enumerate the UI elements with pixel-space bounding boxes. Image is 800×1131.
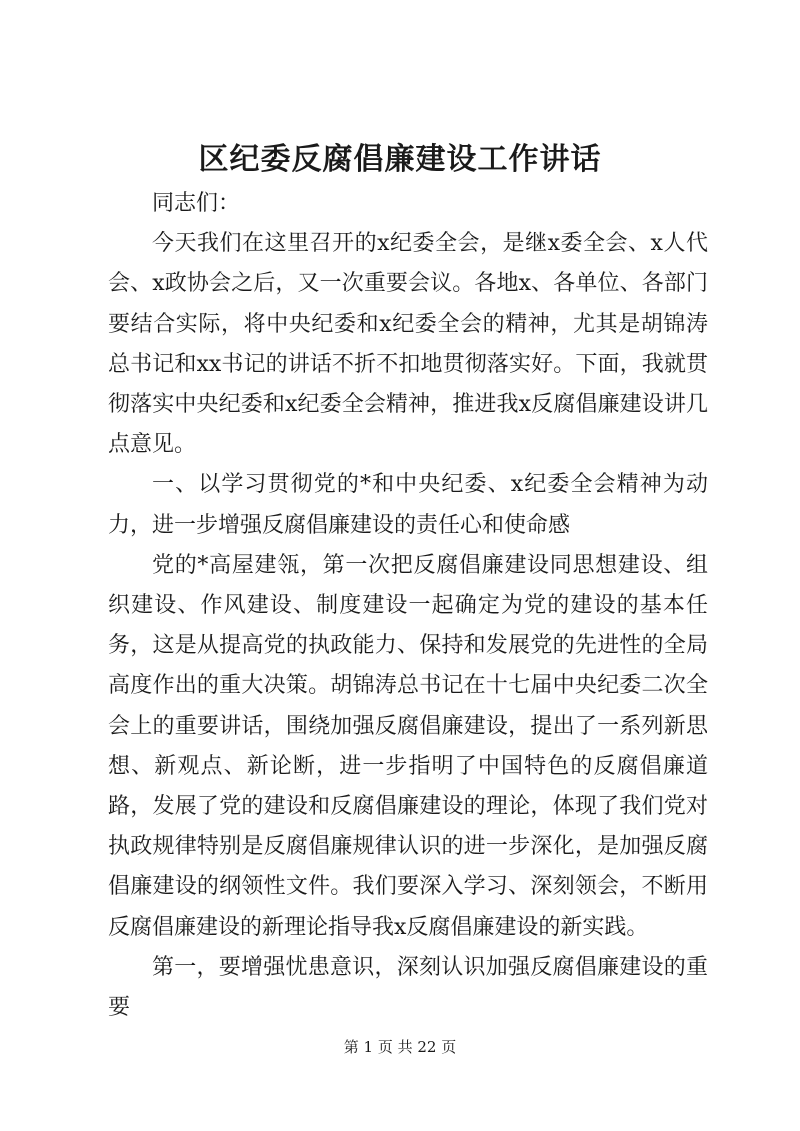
- paragraph-intro: 今天我们在这里召开的x纪委全会，是继x委全会、x人代会、x政协会之后，又一次重要会议。各地x、各单位、各部门要结合实际，将中央纪委和x纪委全会的精神，尤其是胡锦涛总书记和xx书记的讲话不折不扣地贯彻落实好。下面，我就贯彻落实中央纪委和x纪委全会精神，推进我x反腐倡廉建设讲几点意见。: [108, 231, 708, 458]
- document-body: [108, 184, 708, 1028]
- document-title: 区纪委反腐倡廉建设工作讲话: [198, 142, 602, 177]
- paragraph-first-point: 第一，要增强忧患意识，深刻认识加强反腐倡廉建设的重要: [108, 954, 708, 1021]
- page-number-footer: 第 1 页 共 22 页: [343, 1038, 457, 1056]
- paragraph-party-congress: 党的*高屋建瓴，第一次把反腐倡廉建设同思想建设、组织建设、作风建设、制度建设一起确定为党的建设的基本任务，这是从提高党的执政能力、保持和发展党的先进性的全局高度作出的重大决策。胡锦涛总书记在十七届中央纪委二次全会上的重要讲话，围绕加强反腐倡廉建设，提出了一系列新思想、新观点、新论断，进一步指明了中国特色的反腐倡廉道路，发展了党的建设和反腐倡廉建设的理论，体现了我们党对执政规律特别是反腐倡廉规律认识的进一步深化，是加强反腐倡廉建设的纲领性文件。我们要深入学习、深刻领会，不断用反腐倡廉建设的新理论指导我x反腐倡廉建设的新实践。: [108, 552, 708, 940]
- section-heading-1: 一、以学习贯彻党的*和中央纪委、x纪委全会精神为动力，进一步增强反腐倡廉建设的责任心和使命感: [108, 472, 708, 538]
- salutation: 同志们：: [152, 191, 241, 216]
